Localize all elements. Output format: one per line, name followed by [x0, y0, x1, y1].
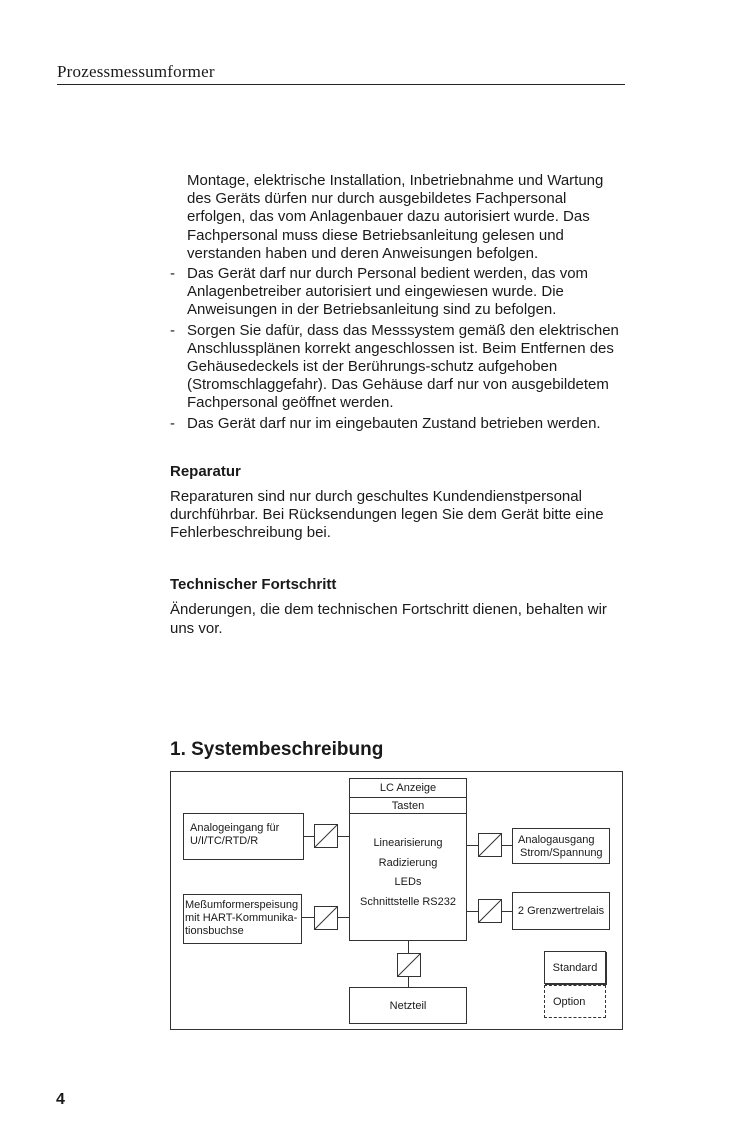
bullet-item: [170, 322, 620, 413]
bullet-dash: -: [170, 265, 175, 283]
reparatur-text: Reparaturen sind nur durch geschultes Kundendienstpersonal durchführbar. Bei Rücksendungen legen Sie dem Gerät bitte eine Fehlerbeschreibung bei.: [170, 487, 604, 542]
limit-relays-box: 2 Grenzwertrelais: [512, 892, 610, 930]
safety-text-block: [170, 172, 620, 638]
analog-output-box: [512, 828, 610, 864]
bullet-text: Das Gerät darf nur im eingebauten Zustand betrieben werden.: [187, 414, 601, 432]
display-label: LC Anzeige: [350, 779, 466, 798]
analog-output-label-2: Strom/Spannung: [520, 847, 603, 859]
legend-standard: Standard: [544, 951, 606, 984]
keys-label: Tasten: [391, 800, 425, 812]
transmitter-supply-label-2: mit HART-Kommunika-: [185, 912, 298, 924]
ad-converter-input-icon: [314, 824, 338, 848]
power-supply-box: Netzteil: [349, 987, 467, 1024]
converter-relay-icon: [478, 899, 502, 923]
fortschritt-text: Änderungen, die dem technischen Fortschritt dienen, behalten wir uns vor.: [170, 601, 607, 637]
section-title: 1. Systembeschreibung: [170, 739, 384, 760]
legend-option: Option: [544, 985, 606, 1018]
analog-input-label-2: U/I/TC/RTD/R: [190, 835, 259, 847]
reparatur-heading: Reparatur: [170, 462, 241, 480]
converter-power-icon: [397, 953, 421, 977]
analog-input-box: [183, 813, 304, 860]
leds-label: LEDs: [394, 876, 422, 888]
bullet-item: [170, 415, 620, 433]
running-header: Prozessmessumformer: [57, 62, 625, 85]
da-converter-output-icon: [478, 833, 502, 857]
rs232-interface-label: Schnittstelle RS232: [360, 895, 456, 908]
display-keys-box: [349, 778, 467, 814]
root-extraction-label: Radizierung: [378, 856, 438, 869]
transmitter-supply-label-3: tionsbuchse: [185, 925, 244, 937]
system-block-diagram: [170, 771, 623, 1030]
transmitter-supply-box: [183, 894, 302, 944]
intro-paragraph: Montage, elektrische Installation, Inbetriebnahme und Wartung des Geräts dürfen nur durch ausgebildetes Fachpersonal erfolgen, das vom Anlagenbauer dazu autorisiert wurde. Das Fachpersonal muss diese Betriebsanleitung gelesen und verstanden haben und deren Anweisungen befolgen.: [187, 172, 604, 262]
fortschritt-heading: Technischer Fortschritt: [170, 576, 337, 594]
linearization-label: Linearisierung: [373, 837, 443, 849]
bullet-dash: -: [170, 414, 175, 432]
transmitter-supply-label-1: Meßumformerspeisung: [185, 899, 299, 911]
bullet-text: Sorgen Sie dafür, dass das Messsystem gemäß den elektrischen Anschlussplänen korrekt angeschlossen ist. Beim Entfernen des Gehäusedeckels ist der Berührungs-schutz aufgehoben (Stromschlaggefahr). Das Gehäuse darf nur von ausgebildetem Fachpersonal geöffnet werden.: [187, 321, 619, 412]
analog-output-label-1: Analogausgang: [518, 834, 595, 846]
bullet-dash: -: [170, 321, 175, 339]
analog-input-label-1: Analogeingang für: [190, 822, 280, 834]
bullet-item: [170, 265, 620, 320]
page-number: 4: [56, 1091, 65, 1108]
ad-converter-supply-icon: [314, 906, 338, 930]
bullet-text: Das Gerät darf nur durch Personal bedient werden, das vom Anlagenbetreiber autorisiert und eingewiesen wurde. Die Anweisungen in der Betriebsanleitung sind zu befolgen.: [187, 265, 589, 319]
core-processing-box: [349, 813, 467, 941]
